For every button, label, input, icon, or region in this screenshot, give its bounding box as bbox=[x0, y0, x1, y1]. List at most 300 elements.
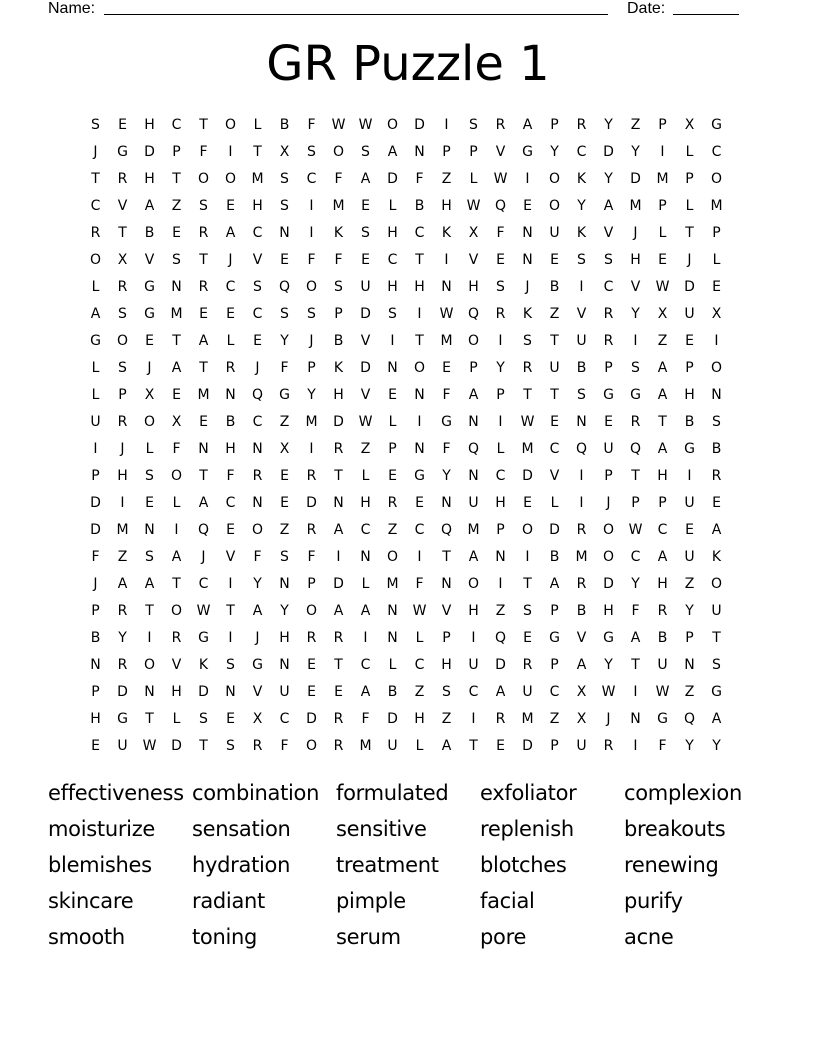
grid-letter: T bbox=[631, 468, 640, 484]
grid-letter: D bbox=[144, 144, 155, 160]
grid-letter: H bbox=[495, 495, 506, 511]
grid-letter: A bbox=[252, 603, 263, 619]
grid-letter: D bbox=[306, 711, 317, 727]
grid-letter: G bbox=[441, 414, 452, 430]
grid-letter: I bbox=[579, 495, 584, 511]
grid-letter: J bbox=[201, 549, 206, 565]
grid-letter: L bbox=[658, 225, 667, 241]
grid-letter: D bbox=[603, 144, 614, 160]
grid-letter: P bbox=[658, 495, 667, 511]
word-list-item: acne bbox=[624, 925, 674, 949]
grid-letter: E bbox=[145, 333, 154, 349]
grid-letter: Y bbox=[685, 738, 694, 754]
grid-letter: I bbox=[471, 711, 476, 727]
puzzle-title: GR Puzzle 1 bbox=[266, 36, 550, 92]
grid-letter: C bbox=[630, 549, 641, 565]
grid-letter: F bbox=[91, 549, 100, 565]
grid-letter: E bbox=[523, 630, 532, 646]
grid-letter: S bbox=[118, 360, 127, 376]
grid-letter: Y bbox=[307, 387, 316, 403]
grid-letter: O bbox=[548, 171, 561, 187]
grid-letter: O bbox=[602, 549, 615, 565]
grid-letter: M bbox=[575, 549, 588, 565]
date-blank-line bbox=[673, 0, 739, 15]
grid-letter: T bbox=[523, 387, 532, 403]
grid-letter: S bbox=[712, 414, 721, 430]
grid-letter: N bbox=[198, 441, 209, 457]
grid-letter: E bbox=[307, 684, 316, 700]
grid-row bbox=[82, 517, 742, 544]
grid-letter: N bbox=[279, 657, 290, 673]
grid-letter: S bbox=[388, 306, 397, 322]
grid-letter: P bbox=[685, 171, 694, 187]
grid-letter: N bbox=[495, 549, 506, 565]
grid-letter: S bbox=[280, 171, 289, 187]
grid-letter: Y bbox=[280, 333, 289, 349]
grid-letter: Z bbox=[684, 576, 695, 592]
grid-letter: I bbox=[228, 576, 233, 592]
grid-letter: E bbox=[253, 333, 262, 349]
grid-letter: W bbox=[493, 171, 508, 187]
grid-letter: I bbox=[633, 684, 638, 700]
grid-letter: C bbox=[711, 144, 722, 160]
grid-row bbox=[82, 490, 742, 517]
grid-letter: C bbox=[657, 522, 668, 538]
grid-letter: X bbox=[576, 711, 587, 727]
grid-letter: G bbox=[117, 711, 128, 727]
grid-letter: N bbox=[441, 576, 452, 592]
grid-letter: A bbox=[360, 603, 371, 619]
grid-letter: Y bbox=[604, 117, 613, 133]
grid-letter: V bbox=[630, 279, 641, 295]
grid-letter: M bbox=[386, 576, 399, 592]
grid-letter: R bbox=[603, 306, 614, 322]
grid-letter: R bbox=[252, 738, 263, 754]
grid-letter: X bbox=[711, 306, 722, 322]
grid-letter: C bbox=[603, 279, 614, 295]
grid-letter: S bbox=[118, 306, 127, 322]
grid-letter: J bbox=[255, 630, 260, 646]
grid-letter: A bbox=[711, 522, 722, 538]
grid-row bbox=[82, 679, 742, 706]
grid-letter: O bbox=[143, 414, 156, 430]
grid-letter: X bbox=[657, 306, 668, 322]
grid-letter: E bbox=[226, 198, 235, 214]
word-list-item: renewing bbox=[624, 853, 719, 877]
grid-letter: E bbox=[280, 495, 289, 511]
grid-letter: H bbox=[603, 603, 614, 619]
grid-letter: U bbox=[549, 360, 560, 376]
grid-letter: W bbox=[439, 306, 454, 322]
grid-letter: E bbox=[334, 684, 343, 700]
grid-letter: P bbox=[469, 144, 478, 160]
grid-letter: I bbox=[579, 468, 584, 484]
grid-letter: L bbox=[145, 441, 154, 457]
grid-letter: S bbox=[712, 657, 721, 673]
word-list-item: breakouts bbox=[624, 817, 726, 841]
grid-letter: E bbox=[226, 522, 235, 538]
grid-letter: I bbox=[633, 333, 638, 349]
grid-row bbox=[82, 355, 742, 382]
grid-letter: G bbox=[144, 306, 155, 322]
grid-letter: G bbox=[198, 630, 209, 646]
grid-letter: H bbox=[657, 468, 668, 484]
grid-letter: M bbox=[710, 198, 723, 214]
grid-letter: U bbox=[684, 306, 695, 322]
grid-letter: R bbox=[630, 414, 641, 430]
grid-letter: D bbox=[387, 171, 398, 187]
grid-letter: G bbox=[657, 711, 668, 727]
grid-letter: Y bbox=[577, 198, 586, 214]
grid-row bbox=[82, 652, 742, 679]
grid-letter: M bbox=[521, 711, 534, 727]
grid-letter: V bbox=[495, 144, 506, 160]
grid-letter: U bbox=[576, 333, 587, 349]
grid-letter: G bbox=[549, 630, 560, 646]
grid-letter: E bbox=[388, 468, 397, 484]
grid-letter: O bbox=[710, 576, 723, 592]
grid-letter: B bbox=[279, 117, 290, 133]
grid-letter: N bbox=[279, 225, 290, 241]
grid-letter: M bbox=[197, 387, 210, 403]
grid-letter: D bbox=[171, 738, 182, 754]
grid-letter: E bbox=[361, 252, 370, 268]
grid-letter: Z bbox=[495, 603, 506, 619]
grid-letter: P bbox=[91, 468, 100, 484]
grid-letter: X bbox=[144, 387, 155, 403]
grid-letter: P bbox=[91, 603, 100, 619]
word-list-item: toning bbox=[192, 925, 258, 949]
grid-letter: N bbox=[441, 495, 452, 511]
grid-letter: I bbox=[228, 144, 233, 160]
grid-letter: B bbox=[657, 630, 668, 646]
grid-letter: N bbox=[387, 360, 398, 376]
grid-letter: S bbox=[523, 333, 532, 349]
grid-row bbox=[82, 247, 742, 274]
grid-letter: H bbox=[468, 603, 479, 619]
grid-letter: A bbox=[360, 171, 371, 187]
grid-letter: A bbox=[657, 549, 668, 565]
grid-letter: Q bbox=[278, 279, 291, 295]
grid-letter: V bbox=[468, 252, 479, 268]
grid-letter: V bbox=[603, 225, 614, 241]
grid-letter: P bbox=[712, 225, 721, 241]
grid-letter: J bbox=[309, 333, 314, 349]
grid-letter: Y bbox=[631, 576, 640, 592]
grid-letter: A bbox=[711, 711, 722, 727]
grid-letter: F bbox=[658, 738, 667, 754]
grid-letter: U bbox=[90, 414, 101, 430]
grid-letter: W bbox=[196, 603, 211, 619]
grid-letter: E bbox=[550, 414, 559, 430]
grid-letter: H bbox=[387, 225, 398, 241]
grid-letter: F bbox=[253, 549, 262, 565]
grid-letter: R bbox=[495, 117, 506, 133]
grid-letter: E bbox=[118, 117, 127, 133]
grid-letter: T bbox=[550, 387, 559, 403]
grid-letter: J bbox=[606, 495, 611, 511]
grid-letter: V bbox=[441, 603, 452, 619]
grid-letter: C bbox=[360, 522, 371, 538]
grid-letter: U bbox=[360, 279, 371, 295]
grid-letter: P bbox=[307, 576, 316, 592]
grid-letter: G bbox=[522, 144, 533, 160]
grid-letter: F bbox=[361, 711, 370, 727]
grid-letter: V bbox=[549, 468, 560, 484]
grid-letter: E bbox=[145, 495, 154, 511]
grid-letter: T bbox=[631, 657, 640, 673]
word-list-item: blemishes bbox=[48, 853, 152, 877]
grid-letter: B bbox=[549, 549, 560, 565]
grid-letter: S bbox=[91, 117, 100, 133]
grid-letter: R bbox=[711, 468, 722, 484]
grid-letter: F bbox=[307, 549, 316, 565]
grid-letter: O bbox=[386, 549, 399, 565]
grid-letter: Z bbox=[279, 414, 290, 430]
letter-grid bbox=[82, 112, 742, 760]
grid-letter: G bbox=[711, 684, 722, 700]
name-blank-line bbox=[104, 0, 608, 15]
grid-letter: M bbox=[332, 198, 345, 214]
grid-letter: Z bbox=[549, 711, 560, 727]
grid-letter: N bbox=[522, 225, 533, 241]
grid-letter: F bbox=[442, 441, 451, 457]
grid-letter: T bbox=[334, 468, 343, 484]
grid-letter: S bbox=[199, 711, 208, 727]
grid-letter: C bbox=[198, 576, 209, 592]
grid-letter: C bbox=[252, 306, 263, 322]
grid-letter: T bbox=[712, 630, 721, 646]
grid-letter: I bbox=[417, 414, 422, 430]
grid-letter: I bbox=[444, 117, 449, 133]
grid-letter: I bbox=[336, 549, 341, 565]
grid-letter: F bbox=[496, 225, 505, 241]
grid-letter: E bbox=[415, 495, 424, 511]
grid-letter: O bbox=[305, 738, 318, 754]
grid-letter: H bbox=[144, 171, 155, 187]
grid-letter: Y bbox=[685, 603, 694, 619]
grid-letter: W bbox=[520, 414, 535, 430]
grid-letter: E bbox=[307, 657, 316, 673]
grid-letter: A bbox=[144, 576, 155, 592]
grid-letter: S bbox=[631, 360, 640, 376]
grid-letter: B bbox=[414, 198, 425, 214]
grid-letter: H bbox=[468, 279, 479, 295]
grid-row bbox=[82, 706, 742, 733]
grid-letter: F bbox=[334, 252, 343, 268]
grid-letter: L bbox=[226, 333, 235, 349]
grid-letter: X bbox=[117, 252, 128, 268]
grid-letter: A bbox=[90, 306, 101, 322]
grid-letter: I bbox=[309, 225, 314, 241]
grid-letter: X bbox=[252, 711, 263, 727]
word-list-item: smooth bbox=[48, 925, 125, 949]
grid-letter: Q bbox=[683, 711, 696, 727]
grid-letter: I bbox=[174, 522, 179, 538]
grid-letter: H bbox=[684, 387, 695, 403]
grid-letter: S bbox=[145, 549, 154, 565]
grid-letter: I bbox=[498, 333, 503, 349]
grid-letter: X bbox=[171, 414, 182, 430]
grid-letter: T bbox=[442, 549, 451, 565]
grid-letter: P bbox=[496, 387, 505, 403]
grid-letter: E bbox=[172, 225, 181, 241]
grid-letter: Y bbox=[442, 468, 451, 484]
grid-letter: S bbox=[280, 306, 289, 322]
grid-letter: U bbox=[657, 657, 668, 673]
grid-letter: R bbox=[171, 630, 182, 646]
grid-letter: R bbox=[333, 441, 344, 457]
grid-letter: U bbox=[468, 495, 479, 511]
grid-letter: N bbox=[144, 684, 155, 700]
grid-letter: A bbox=[333, 603, 344, 619]
grid-letter: O bbox=[251, 522, 264, 538]
grid-letter: X bbox=[684, 117, 695, 133]
grid-letter: E bbox=[712, 495, 721, 511]
grid-letter: D bbox=[360, 360, 371, 376]
grid-letter: T bbox=[172, 171, 181, 187]
grid-letter: R bbox=[252, 468, 263, 484]
grid-letter: U bbox=[522, 684, 533, 700]
grid-letter: F bbox=[280, 738, 289, 754]
grid-letter: Z bbox=[387, 522, 398, 538]
grid-letter: S bbox=[307, 306, 316, 322]
grid-letter: Y bbox=[631, 306, 640, 322]
grid-letter: F bbox=[199, 144, 208, 160]
grid-letter: H bbox=[441, 198, 452, 214]
grid-letter: Q bbox=[197, 522, 210, 538]
grid-letter: A bbox=[468, 387, 479, 403]
word-list-item: blotches bbox=[480, 853, 567, 877]
grid-letter: S bbox=[496, 279, 505, 295]
student-header bbox=[48, 0, 748, 20]
grid-letter: U bbox=[279, 684, 290, 700]
grid-letter: S bbox=[523, 603, 532, 619]
grid-letter: H bbox=[414, 279, 425, 295]
word-list-item: complexion bbox=[624, 781, 742, 805]
grid-letter: R bbox=[225, 360, 236, 376]
grid-letter: D bbox=[90, 522, 101, 538]
grid-letter: N bbox=[414, 387, 425, 403]
grid-letter: A bbox=[225, 225, 236, 241]
grid-letter: G bbox=[603, 387, 614, 403]
grid-letter: S bbox=[172, 252, 181, 268]
grid-letter: C bbox=[468, 684, 479, 700]
grid-letter: D bbox=[495, 657, 506, 673]
grid-letter: L bbox=[361, 468, 370, 484]
grid-letter: G bbox=[90, 333, 101, 349]
grid-letter: E bbox=[280, 468, 289, 484]
grid-letter: C bbox=[225, 495, 236, 511]
grid-letter: O bbox=[710, 171, 723, 187]
grid-row bbox=[82, 274, 742, 301]
grid-letter: K bbox=[576, 171, 587, 187]
grid-letter: C bbox=[90, 198, 101, 214]
grid-letter: L bbox=[415, 630, 424, 646]
grid-letter: U bbox=[576, 738, 587, 754]
grid-letter: P bbox=[172, 144, 181, 160]
grid-row bbox=[82, 625, 742, 652]
grid-letter: S bbox=[307, 144, 316, 160]
grid-letter: H bbox=[360, 495, 371, 511]
grid-letter: C bbox=[306, 171, 317, 187]
grid-letter: I bbox=[471, 630, 476, 646]
grid-letter: G bbox=[144, 279, 155, 295]
grid-letter: A bbox=[198, 495, 209, 511]
grid-letter: N bbox=[387, 603, 398, 619]
grid-letter: M bbox=[305, 414, 318, 430]
grid-letter: A bbox=[333, 522, 344, 538]
grid-letter: B bbox=[576, 360, 587, 376]
grid-letter: E bbox=[226, 711, 235, 727]
grid-letter: V bbox=[576, 630, 587, 646]
grid-letter: O bbox=[548, 198, 561, 214]
grid-letter: C bbox=[387, 252, 398, 268]
grid-letter: D bbox=[90, 495, 101, 511]
grid-letter: T bbox=[685, 225, 694, 241]
grid-letter: D bbox=[684, 279, 695, 295]
grid-letter: Y bbox=[712, 738, 721, 754]
grid-letter: Q bbox=[629, 441, 642, 457]
grid-letter: L bbox=[172, 711, 181, 727]
grid-letter: H bbox=[90, 711, 101, 727]
grid-row bbox=[82, 139, 742, 166]
grid-letter: D bbox=[333, 576, 344, 592]
grid-letter: V bbox=[252, 252, 263, 268]
grid-letter: F bbox=[172, 441, 181, 457]
grid-letter: Q bbox=[467, 441, 480, 457]
word-list-item: hydration bbox=[192, 853, 291, 877]
grid-letter: S bbox=[334, 279, 343, 295]
grid-letter: B bbox=[711, 441, 722, 457]
word-list-item: formulated bbox=[336, 781, 449, 805]
grid-letter: L bbox=[550, 495, 559, 511]
grid-letter: W bbox=[628, 522, 643, 538]
grid-letter: V bbox=[252, 684, 263, 700]
grid-letter: S bbox=[280, 198, 289, 214]
grid-letter: L bbox=[388, 198, 397, 214]
grid-letter: H bbox=[657, 576, 668, 592]
grid-letter: Z bbox=[414, 684, 425, 700]
grid-letter: I bbox=[147, 630, 152, 646]
grid-letter: T bbox=[172, 576, 181, 592]
grid-letter: A bbox=[576, 657, 587, 673]
word-list bbox=[48, 777, 768, 957]
grid-letter: P bbox=[118, 387, 127, 403]
grid-letter: T bbox=[226, 603, 235, 619]
grid-letter: K bbox=[333, 360, 344, 376]
grid-letter: L bbox=[388, 414, 397, 430]
grid-letter: C bbox=[414, 225, 425, 241]
grid-letter: P bbox=[550, 738, 559, 754]
grid-letter: A bbox=[387, 144, 398, 160]
word-list-item: exfoliator bbox=[480, 781, 577, 805]
grid-letter: N bbox=[414, 144, 425, 160]
grid-letter: R bbox=[387, 495, 398, 511]
grid-letter: N bbox=[468, 414, 479, 430]
grid-letter: B bbox=[144, 225, 155, 241]
grid-row bbox=[82, 112, 742, 139]
grid-letter: I bbox=[417, 549, 422, 565]
grid-letter: I bbox=[417, 306, 422, 322]
grid-letter: I bbox=[390, 333, 395, 349]
grid-letter: F bbox=[307, 252, 316, 268]
grid-letter: N bbox=[90, 657, 101, 673]
grid-letter: O bbox=[467, 576, 480, 592]
word-list-item: radiant bbox=[192, 889, 265, 913]
grid-letter: B bbox=[90, 630, 101, 646]
grid-letter: D bbox=[306, 495, 317, 511]
